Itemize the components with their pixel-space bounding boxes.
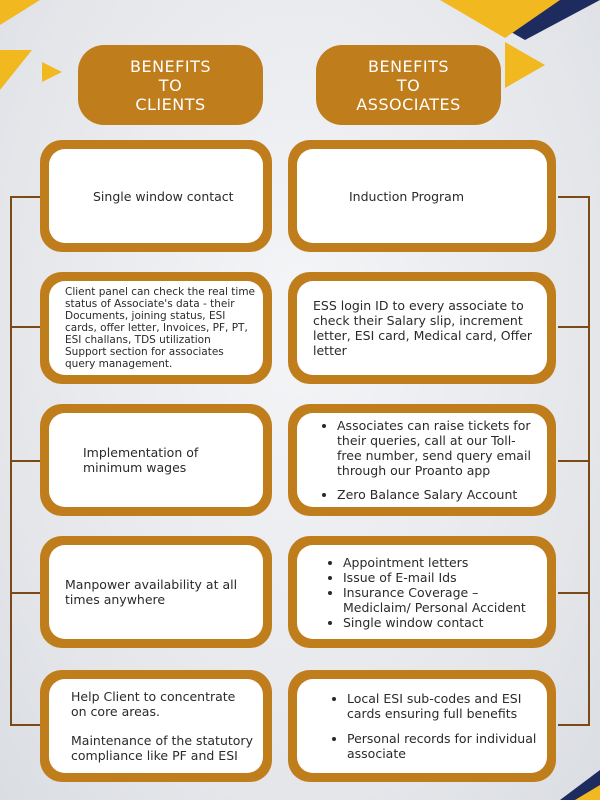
associate-card-5-list [329,691,537,721]
client-card-5-para-2: Maintenance of the statutory compliance like PF and ESI [71,733,253,763]
header-clients-line-1: BENEFITS [129,56,211,76]
header-associates-line-3: ASSOCIATES [356,94,461,114]
list-item: • Single window contact [343,615,539,630]
right-connector-4 [558,592,590,594]
client-card-2 [40,272,272,384]
associate-card-3-list [319,418,539,478]
deco-triangle-top-left [0,0,40,25]
header-clients-line-3: CLIENTS [135,94,206,114]
right-connector-3 [558,460,590,462]
list-item: • Insurance Coverage – Mediclaim/ Personal Accident [343,585,539,615]
list-item: • Associates can raise tickets for their queries, call at our Toll-free number, send query email through our Proanto app [337,418,539,478]
associate-card-5 [288,670,556,782]
header-clients [78,45,263,125]
header-associates-line-2: TO [396,75,421,95]
header-associates [316,45,501,125]
client-card-5-para-1: Help Client to concentrate on core areas. [71,689,236,719]
client-card-1 [40,140,272,252]
client-card-4-text: Manpower availability at all times anywhere [65,577,238,607]
right-connector-1 [558,196,590,198]
list-item: • Zero Balance Salary Account [337,487,539,502]
client-card-3 [40,404,272,516]
list-item: • Local ESI sub-codes and ESI cards ensuring full benefits [347,691,537,721]
deco-triangle-left [0,50,32,90]
associate-card-2-text: ESS login ID to every associate to check their Salary slip, increment letter, ESI card, Medical card, Offer letter [313,298,533,358]
client-card-2-text: Client panel can check the real time status of Associate's data - their Documents, joining status, ESI cards, offer letter, Invoices, PF, PT, ESI challans, TDS utilization Support section for associates query management. [65,286,256,370]
list-item: • Issue of E-mail Ids [343,570,539,585]
associate-card-4-list [325,555,539,630]
associate-card-4 [288,536,556,648]
client-card-4 [40,536,272,648]
deco-triangle-right [505,42,545,88]
deco-triangle-left-small [42,62,62,82]
left-connector-5 [10,724,42,726]
client-card-3-text: Implementation of minimum wages [83,445,199,475]
associate-card-1-text: Induction Program [349,188,464,204]
associate-card-1 [288,140,556,252]
list-item: • Appointment letters [343,555,539,570]
left-connector-1 [10,196,42,198]
associate-card-2 [288,272,556,384]
header-clients-line-2: TO [158,75,183,95]
left-connector-2 [10,326,42,328]
left-connector-4 [10,592,42,594]
associate-card-3 [288,404,556,516]
right-connector-5 [558,724,590,726]
right-connector-2 [558,326,590,328]
header-associates-line-1: BENEFITS [367,56,449,76]
left-connector-3 [10,460,42,462]
list-item: • Personal records for individual associate [347,731,537,761]
client-card-1-text: Single window contact [93,188,234,204]
client-card-5 [40,670,272,782]
